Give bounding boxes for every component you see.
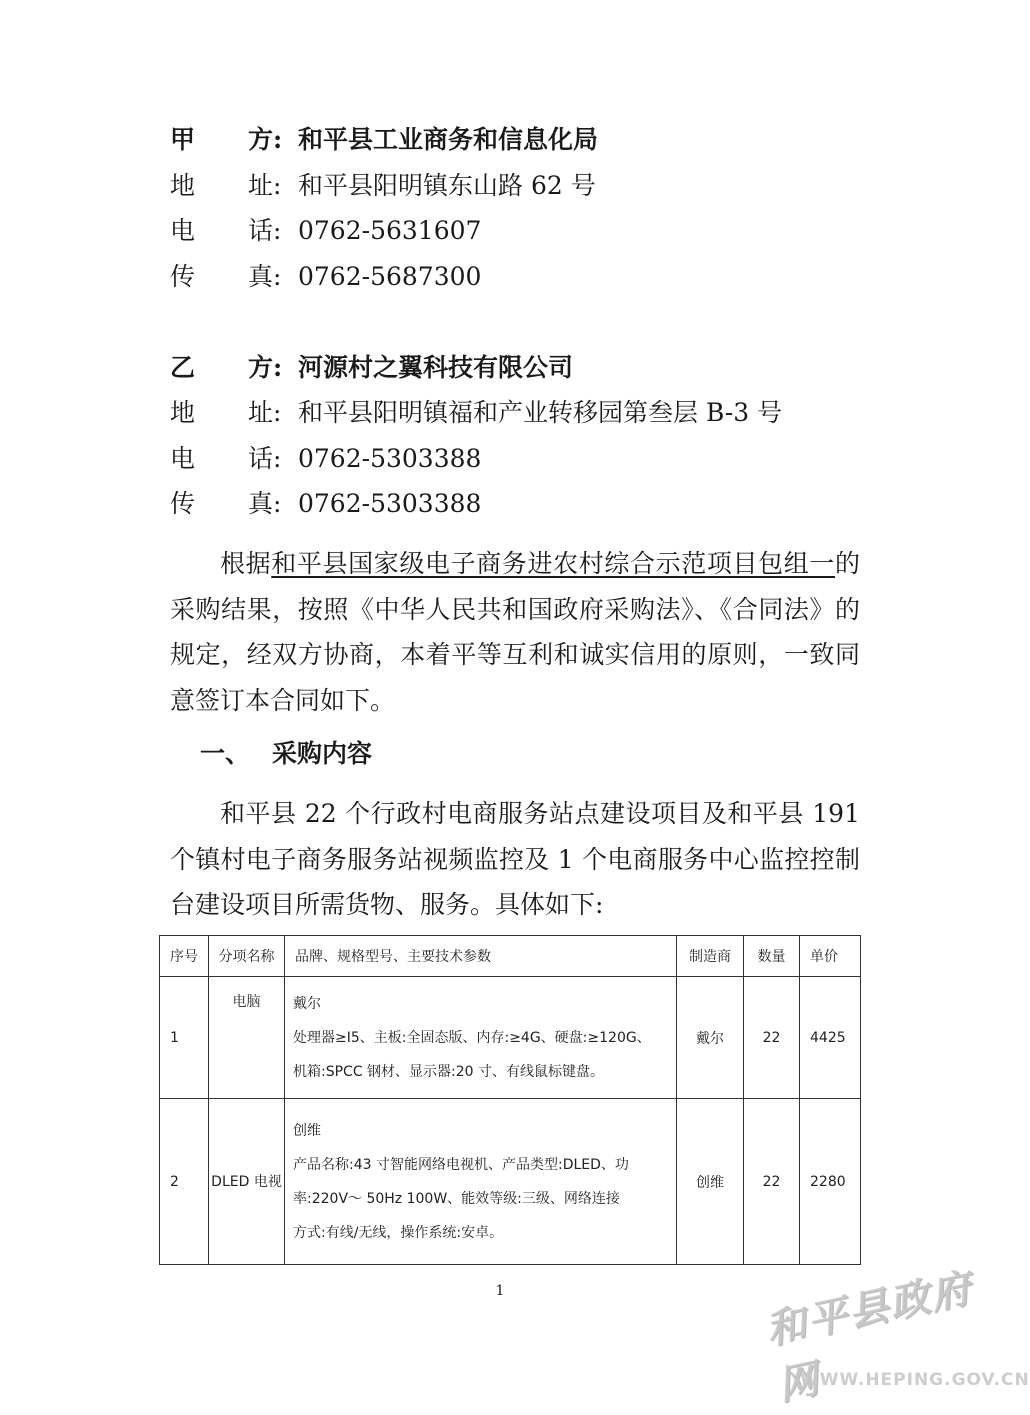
party-a-address: 和平县阳明镇东山路 62 号 <box>298 171 596 200</box>
row-label-char: 真: <box>248 262 282 291</box>
row-label-char: 地 <box>170 171 196 200</box>
header-cell: 分项名称 <box>209 936 285 977</box>
row-label-char: 址: <box>248 398 282 427</box>
spec-cell <box>285 977 677 1099</box>
spec-line: 率:220V～ 50Hz 100W、能效等级:三级、网络连接 <box>293 1190 620 1207</box>
row-number: 2 <box>160 1099 209 1265</box>
item-name-cell <box>209 1099 285 1265</box>
row-label-char: 传 <box>170 262 196 291</box>
watermark-title: 和平县政府网 <box>761 1265 977 1410</box>
table-row <box>160 1099 861 1265</box>
row-label-char: 话: <box>248 216 282 245</box>
section-title: 采购内容 <box>272 739 373 768</box>
row-label-char: 真: <box>248 489 282 518</box>
header-cell: 制造商 <box>677 936 744 977</box>
maker-cell: 创维 <box>677 1099 744 1265</box>
row-label-char: 话: <box>248 444 282 473</box>
row-label-char: 方: <box>248 125 283 154</box>
party-b-name: 河源村之翼科技有限公司 <box>298 353 574 382</box>
section-body: 和平县 22 个行政村电商服务站点建设项目及和平县 191 个镇村电子商务服务站视频监控及 1 个电商服务中心监控控制台建设项目所需货物、服务。具体如下: <box>170 799 860 919</box>
row-label-char: 方: <box>248 353 283 382</box>
qty-cell: 22 <box>744 977 800 1099</box>
spec-line: 机箱:SPCC 钢材、显示器:20 寸、有线鼠标键盘。 <box>293 1063 605 1080</box>
item-name: DLED 电视 <box>211 1173 282 1190</box>
party-b-phone: 0762-5303388 <box>298 444 482 473</box>
party-a-fax: 0762-5687300 <box>298 262 482 291</box>
row-label-char: 电 <box>170 216 196 245</box>
maker-cell: 戴尔 <box>677 977 744 1099</box>
spec-line: 处理器≥I5、主板:全固态版、内存:≥4G、硬盘:≥120G、 <box>293 1029 651 1046</box>
row-label-char: 地 <box>170 398 196 427</box>
header-cell: 品牌、规格型号、主要技术参数 <box>285 936 677 977</box>
spec-line: 产品名称:43 寸智能网络电视机、产品类型:DLED、功 <box>293 1156 629 1173</box>
spec-lines <box>285 981 676 1095</box>
spec-lines <box>285 1108 676 1256</box>
items-table <box>159 935 861 1265</box>
section-number: 一、 <box>200 739 251 768</box>
header-cell: 数量 <box>744 936 800 977</box>
intro-suffix: 的采购结果，按照《中华人民共和国政府采购法》、《合同法》的规定，经双方协商，本着平等互利和诚实信用的原则，一致同意签订本合同如下。 <box>170 549 860 715</box>
spec-cell <box>285 1099 677 1265</box>
row-label-char: 传 <box>170 489 196 518</box>
intro-paragraph <box>170 541 860 723</box>
watermark-url: WWW.HEPING.GOV.CN <box>800 1370 1030 1390</box>
party-b-fax: 0762-5303388 <box>298 489 482 518</box>
party-a-name: 和平县工业商务和信息化局 <box>298 125 599 154</box>
spec-line: 戴尔 <box>293 995 321 1012</box>
item-name: 电脑 <box>232 994 261 1010</box>
row-label-char: 电 <box>170 444 196 473</box>
row-number: 1 <box>160 977 209 1099</box>
price-cell: 4425 <box>800 977 861 1099</box>
spec-line: 创维 <box>293 1122 321 1139</box>
item-name-cell <box>209 977 285 1099</box>
table-row <box>160 977 861 1099</box>
qty-cell: 22 <box>744 1099 800 1265</box>
spec-line: 方式:有线/无线，操作系统:安卓。 <box>293 1224 504 1241</box>
row-label-char: 址: <box>248 171 282 200</box>
row-label-char: 乙 <box>170 353 196 382</box>
intro-project-name: 和平县国家级电子商务进农村综合示范项目包组一 <box>271 549 835 578</box>
table-header-row <box>160 936 861 977</box>
party-b-address: 和平县阳明镇福和产业转移园第叁层 B-3 号 <box>298 398 783 427</box>
header-cell: 序号 <box>160 936 209 977</box>
page-number: 1 <box>495 1283 505 1299</box>
row-label-char: 甲 <box>170 125 196 154</box>
party-a-phone: 0762-5631607 <box>298 216 482 245</box>
intro-prefix: 根据 <box>220 549 272 578</box>
header-cell: 单价 <box>800 936 861 977</box>
price-cell: 2280 <box>800 1099 861 1265</box>
